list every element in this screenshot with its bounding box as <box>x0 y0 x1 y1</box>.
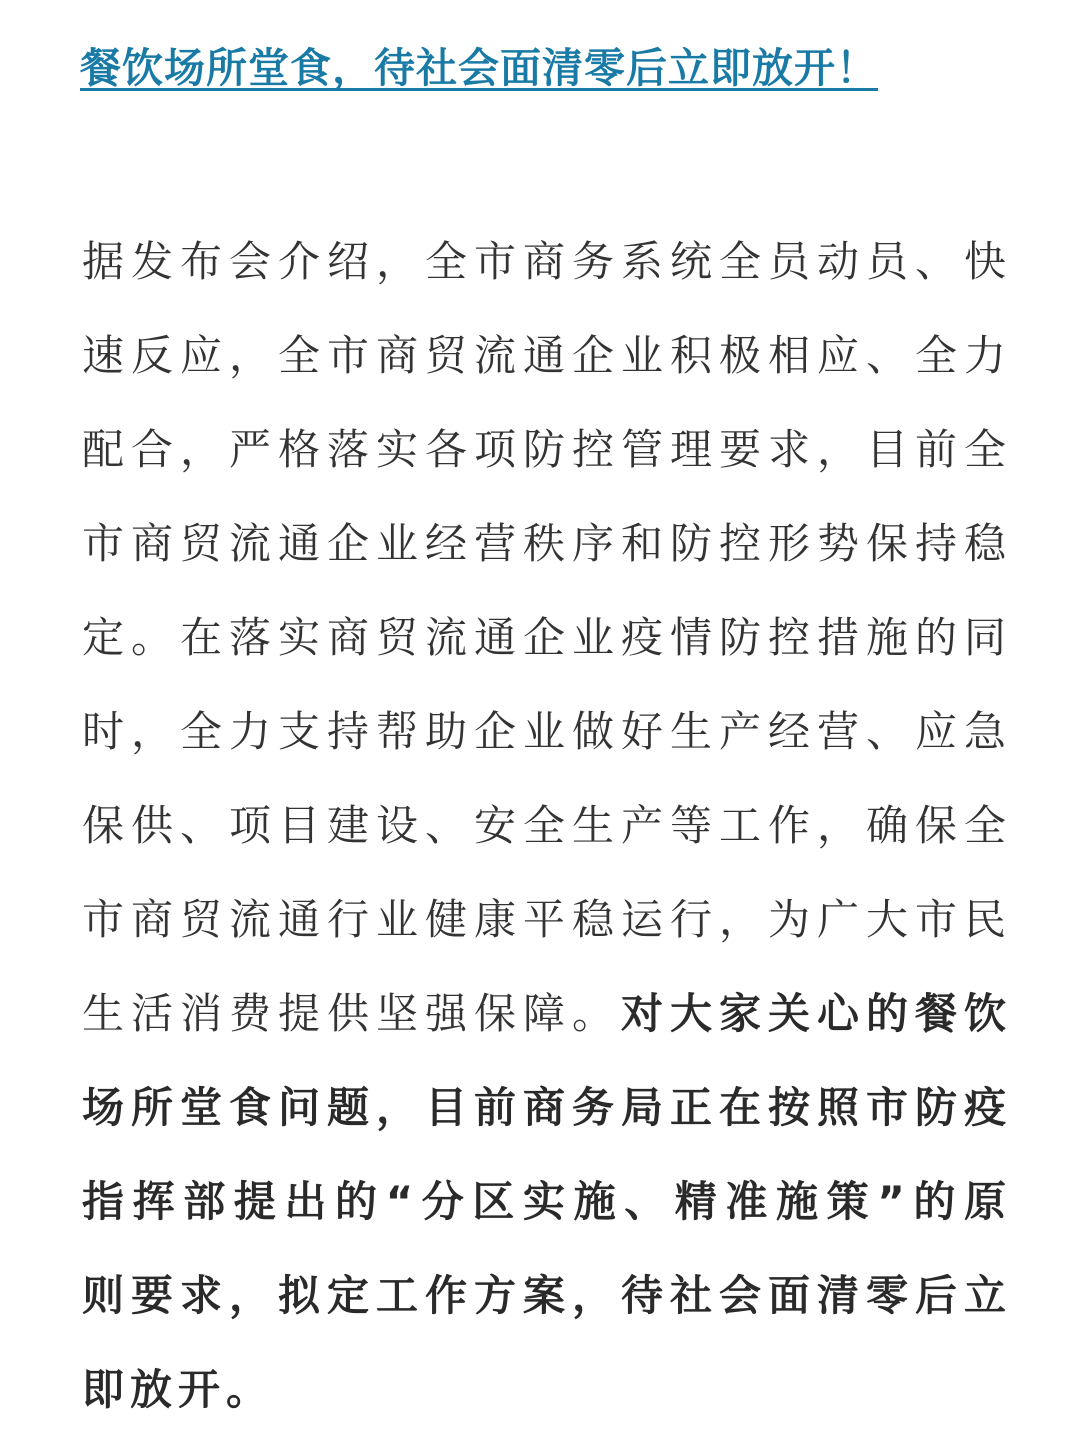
paragraph-bold-text: 对大家关心的餐饮场所堂食问题，目前商务局正在按照市防疫指挥部提出的“分区实施、精准施策”的原则要求，拟定工作方案，待社会面清零后立即放开。 <box>82 989 1012 1414</box>
article-title-link[interactable]: 餐饮场所堂食，待社会面清零后立即放开！ <box>80 44 878 92</box>
paragraph-text: 据发布会介绍，全市商务系统全员动员、快速反应，全市商贸流通企业积极相应、全力配合，严格落实各项防控管理要求，目前全市商贸流通企业经营秩序和防控形势保持稳定。在落实商贸流通企业疫情防控措施的同时，全力支持帮助企业做好生产经营、应急保供、项目建设、安全生产等工作，确保全市商贸流通行业健康平稳运行，为广大市民生活消费提供坚强保障。 <box>82 237 1012 1038</box>
article-paragraph <box>82 215 1012 1437</box>
